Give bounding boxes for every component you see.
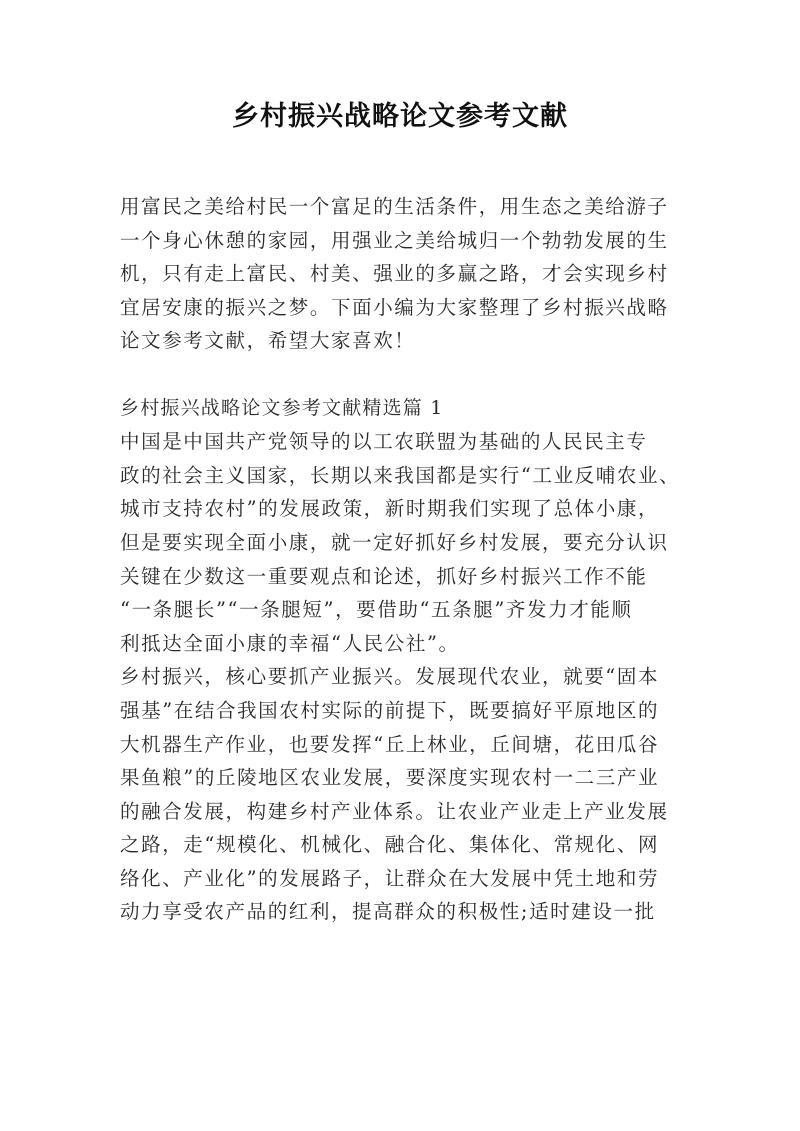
document-body <box>120 190 685 929</box>
body-paragraph-2: 乡村振兴，核心要抓产业振兴。发展现代农业，就要“固本 强基”在结合我国农村实际的前提下，既要搞好平原地区的 大机器生产作业，也要发挥“丘上林业，丘间塘，花田瓜谷 果鱼粮”的丘陵地区农业发展，要深度实现农村一二三产业 的融合发展，构建乡村产业体系。让农业产业走上产业发展 之路，走“规模化、机械化、融合化、集体化、常规化、网 络化、产业化”的发展路子，让群众在大发展中凭土地和劳 动力享受农产品的红利，提高群众的积极性;适时建设一批 <box>120 665 669 924</box>
section-heading: 乡村振兴战略论文参考文献精选篇 1 <box>120 396 444 419</box>
page-title: 乡村振兴战略论文参考文献 <box>232 101 568 132</box>
paragraph-spacer <box>120 358 685 392</box>
intro-paragraph: 用富民之美给村民一个富足的生活条件，用生态之美给游子 一个身心休憩的家园，用强业之美给城归一个勃勃发展的生 机，只有走上富民、村美、强业的多赢之路，才会实现乡村 宜居安康的振兴之梦。下面小编为大家整理了乡村振兴战略 论文参考文献，希望大家喜欢！ <box>120 195 669 353</box>
body-paragraph-1: 中国是中国共产党领导的以工农联盟为基础的人民民主专 政的社会主义国家，长期以来我国都是实行“工业反哺农业、 城市支持农村”的发展政策，新时期我们实现了总体小康， 但是要实现全面小康，就一定好抓好乡村发展，要充分认识 关键在少数这一重要观点和论述，抓好乡村振兴工作不能 “一条腿长”“一条腿短”，要借助“五条腿”齐发力才能顺 利抵达全面小康的幸福“人民公社”。 <box>120 430 681 655</box>
